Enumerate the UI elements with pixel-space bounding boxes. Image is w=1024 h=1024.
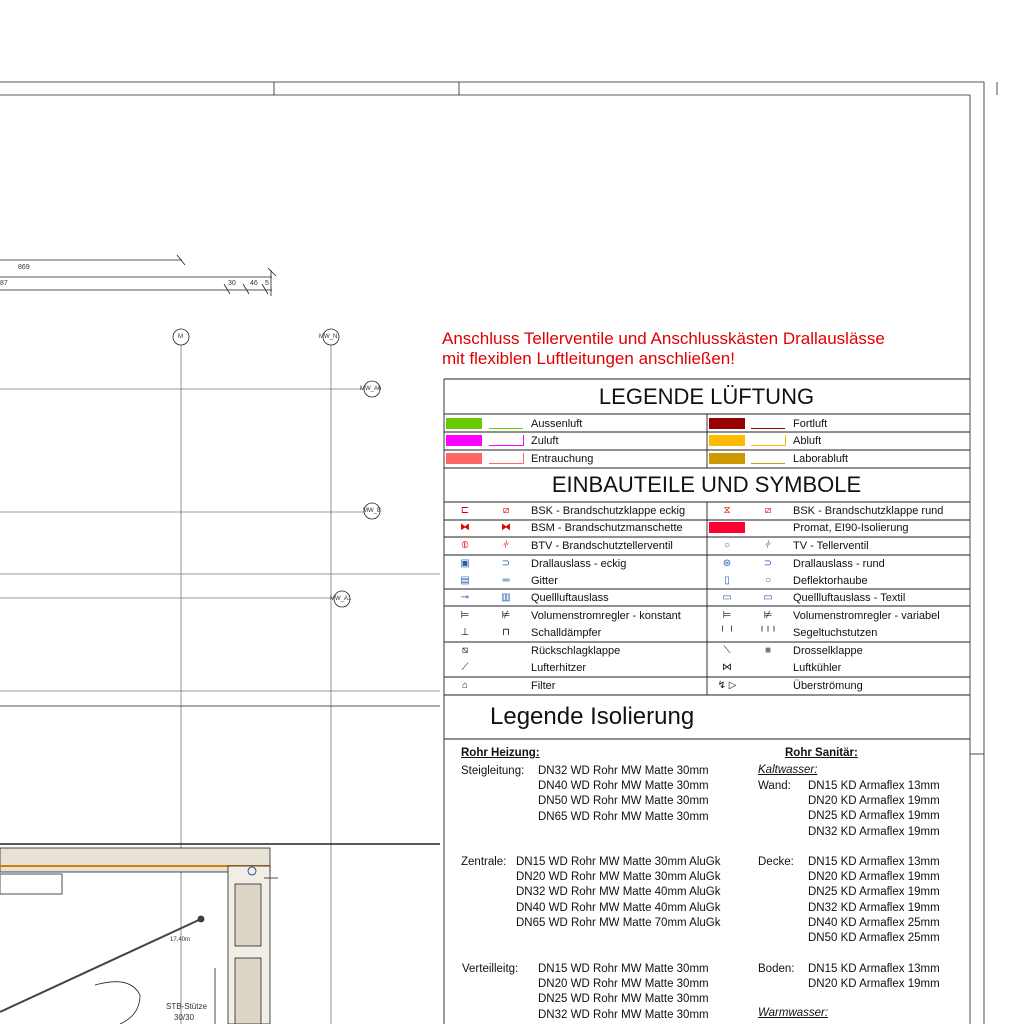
insulation-spec: DN25 KD Armaflex 19mm: [808, 886, 940, 899]
insulation-spec: DN20 WD Rohr MW Matte 30mm: [538, 978, 709, 991]
insulation-spec: DN25 KD Armaflex 19mm: [808, 810, 940, 823]
central-label: Zentrale:: [461, 856, 507, 868]
central-list: [516, 855, 720, 931]
laborabluft-swatch: [709, 453, 745, 464]
fire-sleeve-icon: ⧓: [501, 522, 511, 533]
canvas-connector-icon: ╵ ╵: [719, 627, 735, 638]
fire-damper-round-icon: ⧖: [723, 505, 731, 516]
component-label: Segeltuchstutzen: [793, 627, 878, 639]
entrauchung-swatch: [446, 453, 482, 464]
insulation-spec: DN20 WD Rohr MW Matte 30mm AluGk: [516, 871, 721, 884]
swirl-outlet-round-icon: ⊛: [722, 558, 732, 569]
dimension-label: 87: [0, 280, 8, 287]
filter-icon: ⌂: [461, 680, 469, 691]
fire-damper-round-icon: ⧄: [764, 505, 772, 516]
insulation-spec: DN25 WD Rohr MW Matte 30mm: [538, 993, 709, 1006]
variable-flow-regulator-icon: ⊨: [722, 610, 732, 621]
component-label: Überströmung: [793, 680, 863, 692]
fortluft-swatch: [709, 418, 745, 429]
swirl-outlet-square-icon: ⊃: [501, 558, 511, 569]
insulation-spec: DN40 WD Rohr MW Matte 30mm: [538, 780, 709, 793]
abluft-swatch: [709, 435, 745, 446]
dimension-label: 30: [228, 280, 236, 287]
fire-damper-square-icon: ⧄: [502, 505, 510, 516]
component-label: TV - Tellerventil: [793, 540, 869, 552]
insulation-spec: DN32 KD Armaflex 19mm: [808, 825, 940, 838]
component-label: Drallauslass - eckig: [531, 558, 627, 570]
throttle-damper-icon: ■: [764, 645, 772, 656]
overflow-icon: ↯ ▷: [717, 680, 737, 691]
fire-valve-icon: ⫩: [503, 540, 509, 551]
insulation-legend-title: Legende Isolierung: [490, 703, 695, 730]
insulation-spec: DN40 KD Armaflex 25mm: [808, 916, 940, 929]
disc-valve-icon: ⫩: [765, 540, 771, 551]
insulation-spec: DN20 KD Armaflex 19mm: [808, 978, 940, 991]
zuluft-swatch: [446, 435, 482, 446]
swirl-outlet-square-icon: ▣: [460, 558, 470, 569]
check-damper-icon: ⧅: [461, 645, 469, 656]
constant-flow-regulator-icon: ⊭: [501, 610, 511, 621]
canvas-connector-icon: ╵╵╵: [758, 627, 778, 638]
component-label: Quellluftauslass - Textil: [793, 592, 906, 604]
axis-label: MW_A1: [330, 596, 352, 602]
zuluft-line: [489, 435, 524, 446]
component-label: Schalldämpfer: [531, 627, 602, 639]
grille-icon: ▤: [460, 575, 470, 586]
column-label: STB-Stütze: [166, 1002, 207, 1011]
legend-ventilation-title: LEGENDE LÜFTUNG: [598, 384, 815, 409]
textile-outlet-icon: ▭: [722, 592, 732, 603]
fortluft-line: [751, 418, 785, 429]
axis-label: MW_B: [363, 508, 381, 514]
legend-label: Zuluft: [531, 435, 559, 447]
component-label: Luftkühler: [793, 662, 842, 674]
sanitary-pipe-heading: Rohr Sanitär:: [785, 747, 858, 759]
component-label: Volumenstromregler - konstant: [531, 610, 681, 622]
component-label: Drosselklappe: [793, 645, 863, 657]
insulation-spec: DN32 WD Rohr MW Matte 40mm AluGk: [516, 886, 721, 899]
insulation-spec: DN32 KD Armaflex 19mm: [808, 901, 940, 914]
insulation-spec: DN32 WD Rohr MW Matte 30mm: [538, 1008, 709, 1021]
legend-label: Entrauchung: [531, 453, 594, 465]
component-label: Lufterhitzer: [531, 662, 587, 674]
component-label: Deflektorhaube: [793, 575, 868, 587]
component-label: Gitter: [531, 575, 558, 587]
swirl-outlet-round-icon: ⊃: [763, 558, 773, 569]
note-line-1: Anschluss Tellerventile und Anschlusskästen Drallauslässe: [442, 329, 885, 348]
air-cooler-icon: ⋈: [722, 662, 732, 673]
grille-icon: ═: [502, 575, 510, 586]
insulation-spec: DN15 KD Armaflex 13mm: [808, 856, 940, 868]
fire-valve-icon: ⦶: [461, 540, 469, 551]
ceiling-list: [808, 855, 940, 946]
component-label: Quellluftauslass: [531, 592, 609, 604]
displacement-outlet-icon: ⊸: [460, 592, 470, 603]
legend-label: Abluft: [793, 435, 822, 447]
insulation-spec: DN50 WD Rohr MW Matte 30mm: [538, 795, 709, 808]
aussenluft-line: [489, 418, 523, 429]
promat-insulation-icon: [709, 522, 745, 533]
note-line-2: mit flexiblen Luftleitungen anschließen!: [442, 349, 735, 368]
component-label: BSM - Brandschutzmanschette: [531, 522, 683, 534]
dimension-label: 5: [265, 280, 269, 287]
textile-outlet-icon: ▭: [763, 592, 773, 603]
insulation-spec: DN20 KD Armaflex 19mm: [808, 795, 940, 808]
entrauchung-line: [489, 453, 524, 464]
axis-label: MW_A6: [360, 386, 382, 392]
ceiling-label: Decke:: [758, 856, 794, 868]
abluft-line: [751, 435, 786, 446]
insulation-spec: DN50 KD Armaflex 25mm: [808, 932, 940, 945]
floor-label: Boden:: [758, 963, 795, 975]
axis-label: MW_N: [319, 334, 338, 340]
constant-flow-regulator-icon: ⊨: [460, 610, 470, 621]
axis-label: M: [178, 334, 183, 340]
dimension-label: 869: [18, 264, 30, 271]
floor-list: [808, 962, 940, 992]
component-label: BSK - Brandschutzklappe eckig: [531, 505, 686, 517]
legend-label: Fortluft: [793, 418, 828, 430]
component-label: BSK - Brandschutzklappe rund: [793, 505, 944, 517]
variable-flow-regulator-icon: ⊭: [763, 610, 773, 621]
distribution-list: [538, 962, 709, 1023]
component-label: BTV - Brandschutztellerventil: [531, 540, 673, 552]
insulation-spec: DN65 WD Rohr MW Matte 30mm: [538, 810, 709, 823]
level-label: 17,40m: [170, 937, 191, 943]
insulation-spec: DN20 KD Armaflex 19mm: [808, 871, 940, 884]
silencer-icon: ⊓: [502, 627, 510, 638]
component-label: Rückschlagklappe: [531, 645, 621, 657]
component-label: Volumenstromregler - variabel: [793, 610, 940, 622]
component-label: Filter: [531, 680, 556, 692]
insulation-spec: DN15 KD Armaflex 13mm: [808, 780, 940, 792]
heating-pipe-heading: Rohr Heizung:: [461, 747, 540, 759]
deflector-hood-icon: ○: [764, 575, 772, 586]
riser-list: [538, 764, 709, 825]
warm-water-heading: Warmwasser:: [758, 1007, 829, 1019]
insulation-spec: DN32 WD Rohr MW Matte 30mm: [538, 765, 709, 777]
displacement-outlet-icon: ▥: [501, 592, 511, 603]
disc-valve-icon: ○: [723, 540, 731, 551]
distribution-label: Verteilleitg:: [462, 963, 519, 975]
silencer-icon: ⊥: [460, 627, 470, 638]
throttle-damper-icon: ⟍: [723, 645, 731, 656]
component-label: Promat, EI90-Isolierung: [793, 522, 909, 534]
legend-label: Laborabluft: [793, 453, 849, 465]
insulation-spec: DN15 WD Rohr MW Matte 30mm AluGk: [516, 856, 721, 868]
legend-label: Aussenluft: [531, 418, 583, 430]
insulation-spec: DN40 WD Rohr MW Matte 40mm AluGk: [516, 901, 721, 914]
aussenluft-swatch: [446, 418, 482, 429]
insulation-spec: DN65 WD Rohr MW Matte 70mm AluGk: [516, 916, 721, 929]
air-heater-icon: ⟋: [461, 662, 469, 673]
insulation-spec: DN15 WD Rohr MW Matte 30mm: [538, 963, 709, 975]
dimension-label: 46: [250, 280, 258, 287]
insulation-spec: DN15 KD Armaflex 13mm: [808, 963, 940, 975]
wall-list: [808, 779, 940, 840]
fire-sleeve-icon: ⧓: [460, 522, 470, 533]
riser-label: Steigleitung:: [461, 765, 525, 777]
fire-damper-square-icon: ⊏: [460, 505, 470, 516]
deflector-hood-icon: ▯: [724, 575, 730, 586]
legend-components-title: EINBAUTEILE UND SYMBOLE: [551, 472, 862, 497]
cold-water-heading: Kaltwasser:: [758, 764, 818, 776]
laborabluft-line: [751, 453, 785, 464]
column-label: 30/30: [174, 1013, 195, 1022]
component-label: Drallauslass - rund: [793, 558, 885, 570]
wall-label: Wand:: [758, 780, 791, 792]
